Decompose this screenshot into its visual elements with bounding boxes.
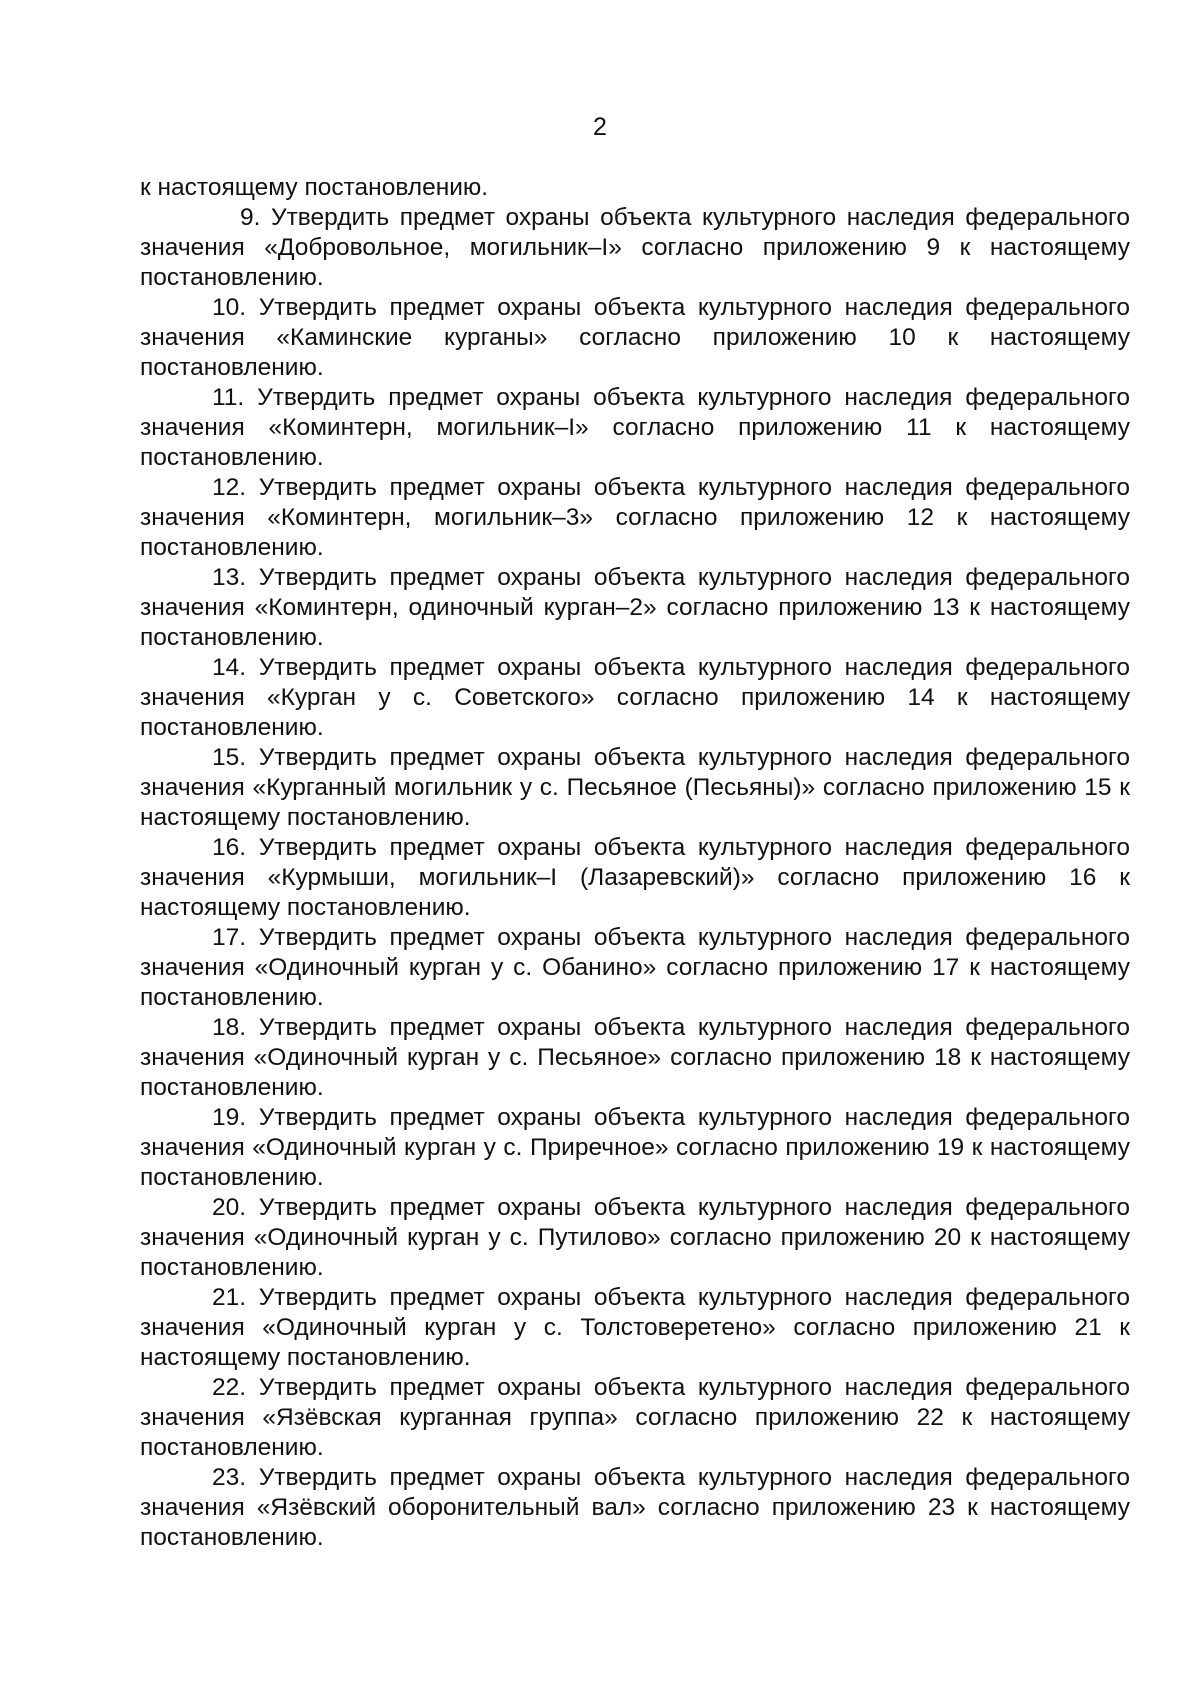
paragraph-23: 23. Утвердить предмет охраны объекта культурного наследия федерального значения «Язёвский оборонительный вал» согласно приложению 23 к настоящему постановлению. xyxy=(140,1464,1130,1551)
paragraph-9: 9. Утвердить предмет охраны объекта культурного наследия федерального значения «Добровольное, могильник–I» согласно приложению 9 к настоящему постановлению. xyxy=(140,204,1130,291)
paragraph-22: 22. Утвердить предмет охраны объекта культурного наследия федерального значения «Язёвская курганная группа» согласно приложению 22 к настоящему постановлению. xyxy=(140,1374,1130,1461)
continuation-text: к настоящему постановлению. xyxy=(140,174,489,201)
paragraph-20: 20. Утвердить предмет охраны объекта культурного наследия федерального значения «Одиночный курган у с. Путилово» согласно приложению 20 к настоящему постановлению. xyxy=(140,1194,1130,1281)
paragraph-13: 13. Утвердить предмет охраны объекта культурного наследия федерального значения «Коминтерн, одиночный курган–2» согласно приложению 13 к настоящему постановлению. xyxy=(140,564,1130,651)
paragraph-17: 17. Утвердить предмет охраны объекта культурного наследия федерального значения «Одиночный курган у с. Обанино» согласно приложению 17 к настоящему постановлению. xyxy=(140,924,1130,1011)
paragraph-16: 16. Утвердить предмет охраны объекта культурного наследия федерального значения «Курмыши, могильник–I (Лазаревский)» согласно приложению 16 к настоящему постановлению. xyxy=(140,834,1130,921)
paragraph-10: 10. Утвердить предмет охраны объекта культурного наследия федерального значения «Каминские курганы» согласно приложению 10 к настоящему постановлению. xyxy=(140,294,1130,381)
document-body xyxy=(140,173,1130,1553)
paragraph-15: 15. Утвердить предмет охраны объекта культурного наследия федерального значения «Курганный могильник у с. Песьяное (Песьяны)» согласно приложению 15 к настоящему постановлению. xyxy=(140,744,1130,831)
paragraph-11: 11. Утвердить предмет охраны объекта культурного наследия федерального значения «Коминтерн, могильник–I» согласно приложению 11 к настоящему постановлению. xyxy=(140,384,1130,471)
page-number: 2 xyxy=(593,113,607,141)
paragraph-19: 19. Утвердить предмет охраны объекта культурного наследия федерального значения «Одиночный курган у с. Приречное» согласно приложению 19 к настоящему постановлению. xyxy=(140,1104,1130,1191)
paragraph-18: 18. Утвердить предмет охраны объекта культурного наследия федерального значения «Одиночный курган у с. Песьяное» согласно приложению 18 к настоящему постановлению. xyxy=(140,1014,1130,1101)
paragraph-21: 21. Утвердить предмет охраны объекта культурного наследия федерального значения «Одиночный курган у с. Толстоверетено» согласно приложению 21 к настоящему постановлению. xyxy=(140,1284,1130,1371)
paragraph-12: 12. Утвердить предмет охраны объекта культурного наследия федерального значения «Коминтерн, могильник–3» согласно приложению 12 к настоящему постановлению. xyxy=(140,474,1130,561)
paragraph-14: 14. Утвердить предмет охраны объекта культурного наследия федерального значения «Курган у с. Советского» согласно приложению 14 к настоящему постановлению. xyxy=(140,654,1130,741)
